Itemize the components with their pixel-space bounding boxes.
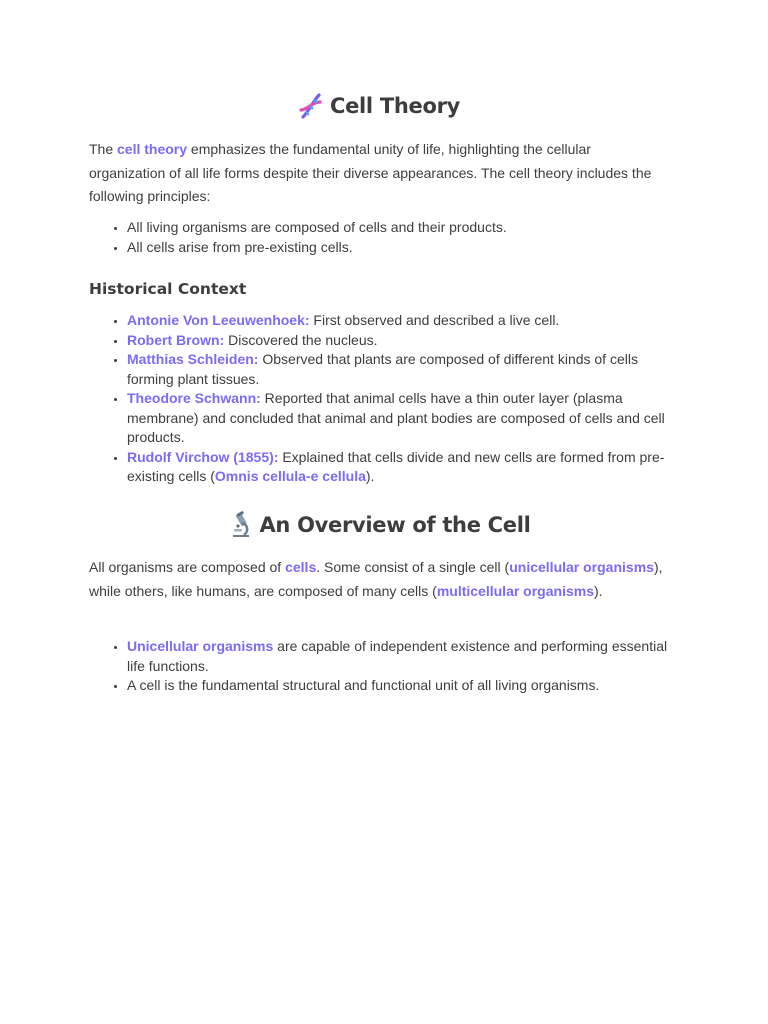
list-item xyxy=(127,350,687,389)
item-text: Observed that plants are composed of different kinds of cells forming plant tissues. xyxy=(127,351,638,387)
scientist-name: Theodore Schwann: xyxy=(127,390,261,406)
list-item xyxy=(127,637,687,676)
item-text: First observed and described a live cell. xyxy=(309,312,560,328)
intro-prefix: The xyxy=(89,141,118,157)
principles-list xyxy=(89,218,707,257)
highlight-unicellular-organisms: Unicellular organisms xyxy=(127,638,274,654)
list-item: • All living organisms are composed of cells and their products. xyxy=(127,218,707,238)
item-text: Reported that animal cells have a thin outer layer (plasma membrane) and concluded that animal and plant bodies are composed of cells and cell products. xyxy=(127,390,665,445)
highlight-multicellular: multicellular organisms xyxy=(436,582,594,599)
para-text: All organisms are composed of xyxy=(89,559,286,575)
highlight-cell-theory: cell theory xyxy=(117,141,188,157)
content xyxy=(89,0,669,1024)
list-item xyxy=(127,389,687,448)
subheading-historical-context: Historical Context xyxy=(89,280,247,298)
list-item xyxy=(127,676,687,696)
item-text: are capable of independent existence and performing essential life functions. xyxy=(127,638,668,674)
highlight-cells: cells xyxy=(285,559,317,575)
item-text: Discovered the nucleus. xyxy=(224,331,378,348)
item-text: Explained that cells divide and new cells are formed from pre-existing cells ( xyxy=(127,448,665,484)
list-item xyxy=(127,331,687,351)
scientist-name: Matthias Schleiden: xyxy=(127,351,259,367)
para-text: ), while others, like humans, are composed of many cells ( xyxy=(89,559,663,599)
title-text: Cell Theory xyxy=(329,94,461,118)
item-tail: ). xyxy=(365,468,375,484)
historical-list xyxy=(89,311,687,487)
intro-suffix: emphasizes the fundamental unity of life, highlighting the cellular organization of all life forms despite their diverse appearances. The cell theory includes the following principles: xyxy=(89,141,652,204)
highlight-unicellular: unicellular organisms xyxy=(509,559,654,575)
item-text: A cell is the fundamental structural and functional unit of all living organisms. xyxy=(127,677,600,693)
list-item: • All cells arise from pre-existing cells. xyxy=(127,238,707,258)
list-item xyxy=(127,311,687,331)
section-title-overview xyxy=(89,511,669,539)
highlight-latin-phrase: Omnis cellula-e cellula xyxy=(214,468,366,484)
microscope-icon xyxy=(227,511,253,539)
list-item xyxy=(127,448,687,487)
dna-icon xyxy=(298,92,324,120)
scientist-name: Antonie Von Leeuwenhoek: xyxy=(127,312,310,328)
scientist-name: Rudolf Virchow (1855): xyxy=(127,448,279,465)
para-text: ). xyxy=(594,582,603,599)
intro-paragraph xyxy=(89,138,669,209)
title-text: An Overview of the Cell xyxy=(259,513,531,537)
overview-list xyxy=(89,637,687,696)
section-title-cell-theory xyxy=(89,92,669,120)
para-text: . Some consist of a single cell ( xyxy=(316,559,510,575)
overview-paragraph xyxy=(89,556,669,603)
scientist-name: Robert Brown: xyxy=(127,331,225,348)
